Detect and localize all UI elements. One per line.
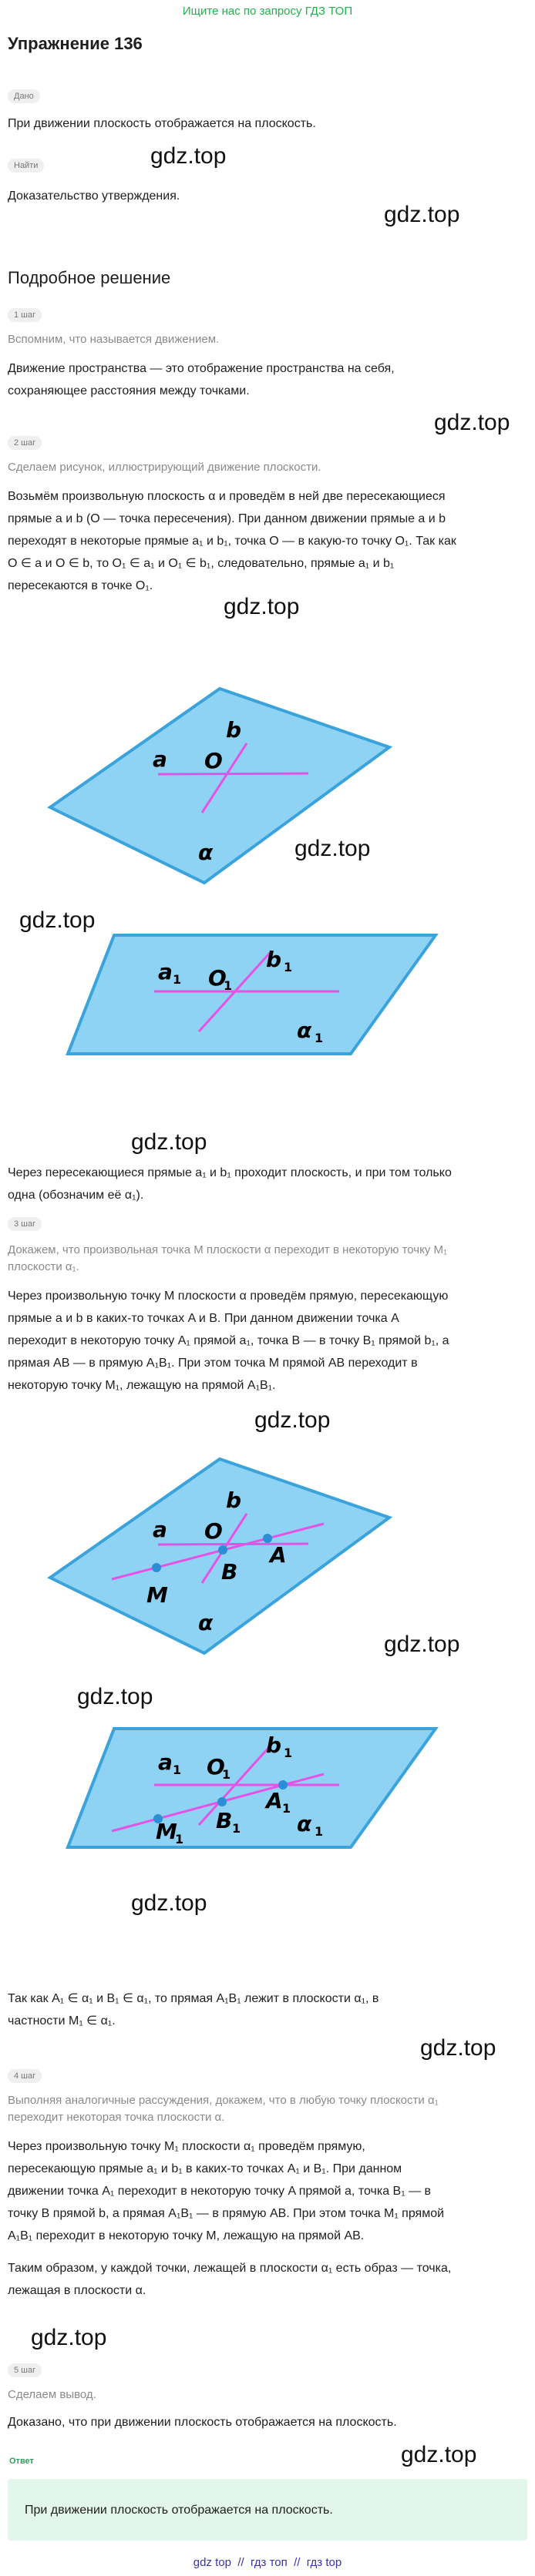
- label-b1: b: [266, 1732, 282, 1758]
- watermark: gdz.top: [420, 2035, 496, 2061]
- step-3-line: Через произвольную точку M плоскости α проведём прямую, пересекающую: [8, 1290, 449, 1303]
- step-2-after-line: Через пересекающиеся прямые a₁ и b₁ проходит плоскость, и при том только: [8, 1166, 452, 1179]
- step-1-chip: 1 шаг: [8, 308, 42, 322]
- answer-text: При движении плоскость отображается на плоскость.: [25, 2504, 333, 2517]
- step-4-note: Выполняя аналогичные рассуждения, докажем, что в любую точку плоскости α₁: [8, 2094, 439, 2107]
- answer-chip: Ответ: [8, 2454, 40, 2468]
- watermark: gdz.top: [401, 2442, 477, 2467]
- label-a1-sub: 1: [173, 972, 182, 987]
- find-text: Доказательство утверждения.: [8, 190, 180, 203]
- point-B1: [217, 1797, 227, 1806]
- plane-alpha1-diagram: [0, 928, 535, 1067]
- plane-alpha1-points-diagram: [0, 1722, 535, 1860]
- plane-alpha-diagram: [0, 678, 535, 894]
- plane-alpha1-svg: [0, 928, 535, 1067]
- step-1-note: Вспомним, что называется движением.: [8, 333, 220, 346]
- watermark: gdz.top: [384, 202, 460, 227]
- point-M: [152, 1563, 161, 1572]
- step-2-line: переходят в некоторые прямые a₁ и b₁, точка O — в какую-то точку O₁. Так как: [8, 535, 456, 548]
- watermark: gdz.top: [224, 594, 300, 619]
- watermark: gdz.top: [19, 907, 96, 933]
- label-O1-sub: 1: [222, 1767, 231, 1782]
- watermark: gdz.top: [384, 1632, 460, 1657]
- step-3-line: переходит в некоторую точку A₁ прямой a₁, точка B — в точку B₁ прямой b₁, а: [8, 1334, 449, 1347]
- step-2-note: Сделаем рисунок, иллюстрирующий движение плоскости.: [8, 461, 321, 474]
- label-a1: a: [158, 1749, 173, 1775]
- exercise-title: Упражнение 136: [8, 34, 143, 53]
- label-b1: b: [266, 947, 282, 972]
- step-3-note: Докажем, что произвольная точка M плоскости α переходит в некоторую точку M₁: [8, 1243, 448, 1256]
- step-4-line: точку B прямой b, а прямая A₁B₁ — в прямую AB. При этом точка M₁ прямой: [8, 2207, 445, 2220]
- label-alpha1-sub: 1: [315, 1824, 324, 1839]
- step-4-after-line: Таким образом, у каждой точки, лежащей в плоскости α₁ есть образ — точка,: [8, 2262, 452, 2275]
- step-4-line: движении точка A₁ переходит в некоторую точку A прямой a, точка B₁ — в: [8, 2185, 432, 2198]
- label-O1: O: [208, 965, 227, 991]
- label-M: M: [146, 1582, 168, 1608]
- step-3-line: прямые a и b в каких-то точках A и B. При данном движении точка A: [8, 1312, 399, 1325]
- step-4-note: переходит некоторая точка плоскости α.: [8, 2111, 225, 2124]
- label-a1-sub: 1: [173, 1763, 182, 1777]
- label-O1: O: [207, 1754, 225, 1779]
- label-alpha: α: [198, 1610, 214, 1635]
- step-4-line: пересекающую прямые a₁ и b₁ в каких-то точках A₁ и B₁. При данном: [8, 2162, 402, 2175]
- label-A: A: [270, 1542, 287, 1568]
- label-alpha: α: [198, 840, 214, 865]
- step-2-chip: 2 шаг: [8, 436, 42, 450]
- label-A1-sub: 1: [282, 1801, 291, 1816]
- step-2-line: O ∈ a и O ∈ b, то O₁ ∈ a₁ и O₁ ∈ b₁, следовательно, прямые a₁ и b₁: [8, 557, 395, 570]
- watermark: gdz.top: [31, 2325, 107, 2350]
- step-3-after-line: Так как A₁ ∈ α₁ и B₁ ∈ α₁, то прямая A₁B₁ лежит в плоскости α₁, в: [8, 1992, 379, 2005]
- step-3-chip: 3 шаг: [8, 1217, 42, 1231]
- step-2-line: прямые a и b (O — точка пересечения). При данном движении прямые a и b: [8, 512, 446, 525]
- label-alpha1: α: [297, 1811, 312, 1836]
- label-a1: a: [158, 959, 173, 984]
- label-a: a: [153, 746, 167, 772]
- label-B1-sub: 1: [232, 1821, 241, 1836]
- label-b: b: [226, 717, 242, 743]
- point-B: [218, 1545, 227, 1555]
- step-3-note: плоскости α₁.: [8, 1260, 79, 1273]
- solution-title: Подробное решение: [8, 268, 171, 287]
- watermark: gdz.top: [131, 1890, 207, 1916]
- step-3-line: прямая AB — в прямую A₁B₁. При этом точка M прямой AB переходит в: [8, 1357, 418, 1370]
- label-b1-sub: 1: [284, 960, 293, 974]
- watermark: gdz.top: [294, 836, 371, 861]
- step-1-line: сохраняющее расстояния между точками.: [8, 384, 250, 397]
- top-search-hint[interactable]: Ищите нас по запросу ГДЗ ТОП: [182, 5, 353, 18]
- label-B1: B: [216, 1808, 233, 1833]
- step-5-line: Доказано, что при движении плоскость отображается на плоскость.: [8, 2416, 397, 2429]
- watermark: gdz.top: [254, 1407, 331, 1433]
- watermark: gdz.top: [131, 1129, 207, 1155]
- step-3-after-line: частности M₁ ∈ α₁.: [8, 2014, 116, 2028]
- step-4-line: Через произвольную точку M₁ плоскости α₁ проведём прямую,: [8, 2140, 365, 2153]
- step-2-line: Возьмём произвольную плоскость α и проведём в ней две пересекающиеся: [8, 490, 446, 503]
- label-M1-sub: 1: [175, 1832, 184, 1846]
- step-5-note: Сделаем вывод.: [8, 2388, 96, 2401]
- watermark: gdz.top: [150, 143, 227, 169]
- step-5-chip: 5 шаг: [8, 2363, 42, 2377]
- label-O: O: [204, 1518, 223, 1544]
- line-a: [158, 773, 308, 774]
- watermark: gdz.top: [434, 410, 510, 435]
- label-A1: A: [266, 1788, 283, 1813]
- label-O1-sub: 1: [224, 978, 233, 993]
- plane-alpha1: [68, 1729, 436, 1847]
- label-O: O: [204, 748, 223, 773]
- step-2-line: пересекаются в точке O₁.: [8, 579, 153, 592]
- label-M1: M: [156, 1819, 177, 1844]
- label-b1-sub: 1: [284, 1746, 293, 1760]
- step-2-after-line: одна (обозначим её α₁).: [8, 1189, 144, 1202]
- step-4-chip: 4 шаг: [8, 2069, 42, 2083]
- plane-alpha1-points-svg: [0, 1722, 535, 1860]
- label-b: b: [226, 1488, 242, 1513]
- bottom-links[interactable]: gdz top // гдз топ // гдз top: [193, 2556, 342, 2569]
- watermark: gdz.top: [77, 1684, 153, 1709]
- label-alpha1: α: [297, 1018, 312, 1043]
- plane-alpha-svg: [0, 678, 535, 894]
- label-a: a: [153, 1517, 167, 1542]
- step-4-line: A₁B₁ переходит в некоторую точку M, лежащую на прямой AB.: [8, 2229, 365, 2242]
- given-text: При движении плоскость отображается на плоскость.: [8, 117, 316, 130]
- label-B: B: [221, 1559, 238, 1585]
- given-chip: Дано: [8, 89, 40, 103]
- plane-alpha1: [68, 935, 436, 1054]
- step-1-line: Движение пространства — это отображение пространства на себя,: [8, 362, 395, 375]
- find-chip: Найти: [8, 159, 44, 173]
- step-3-line: некоторую точку M₁, лежащую на прямой A₁B₁.: [8, 1379, 276, 1392]
- step-4-after-line: лежащая в плоскости α.: [8, 2284, 146, 2297]
- label-alpha1-sub: 1: [315, 1031, 324, 1045]
